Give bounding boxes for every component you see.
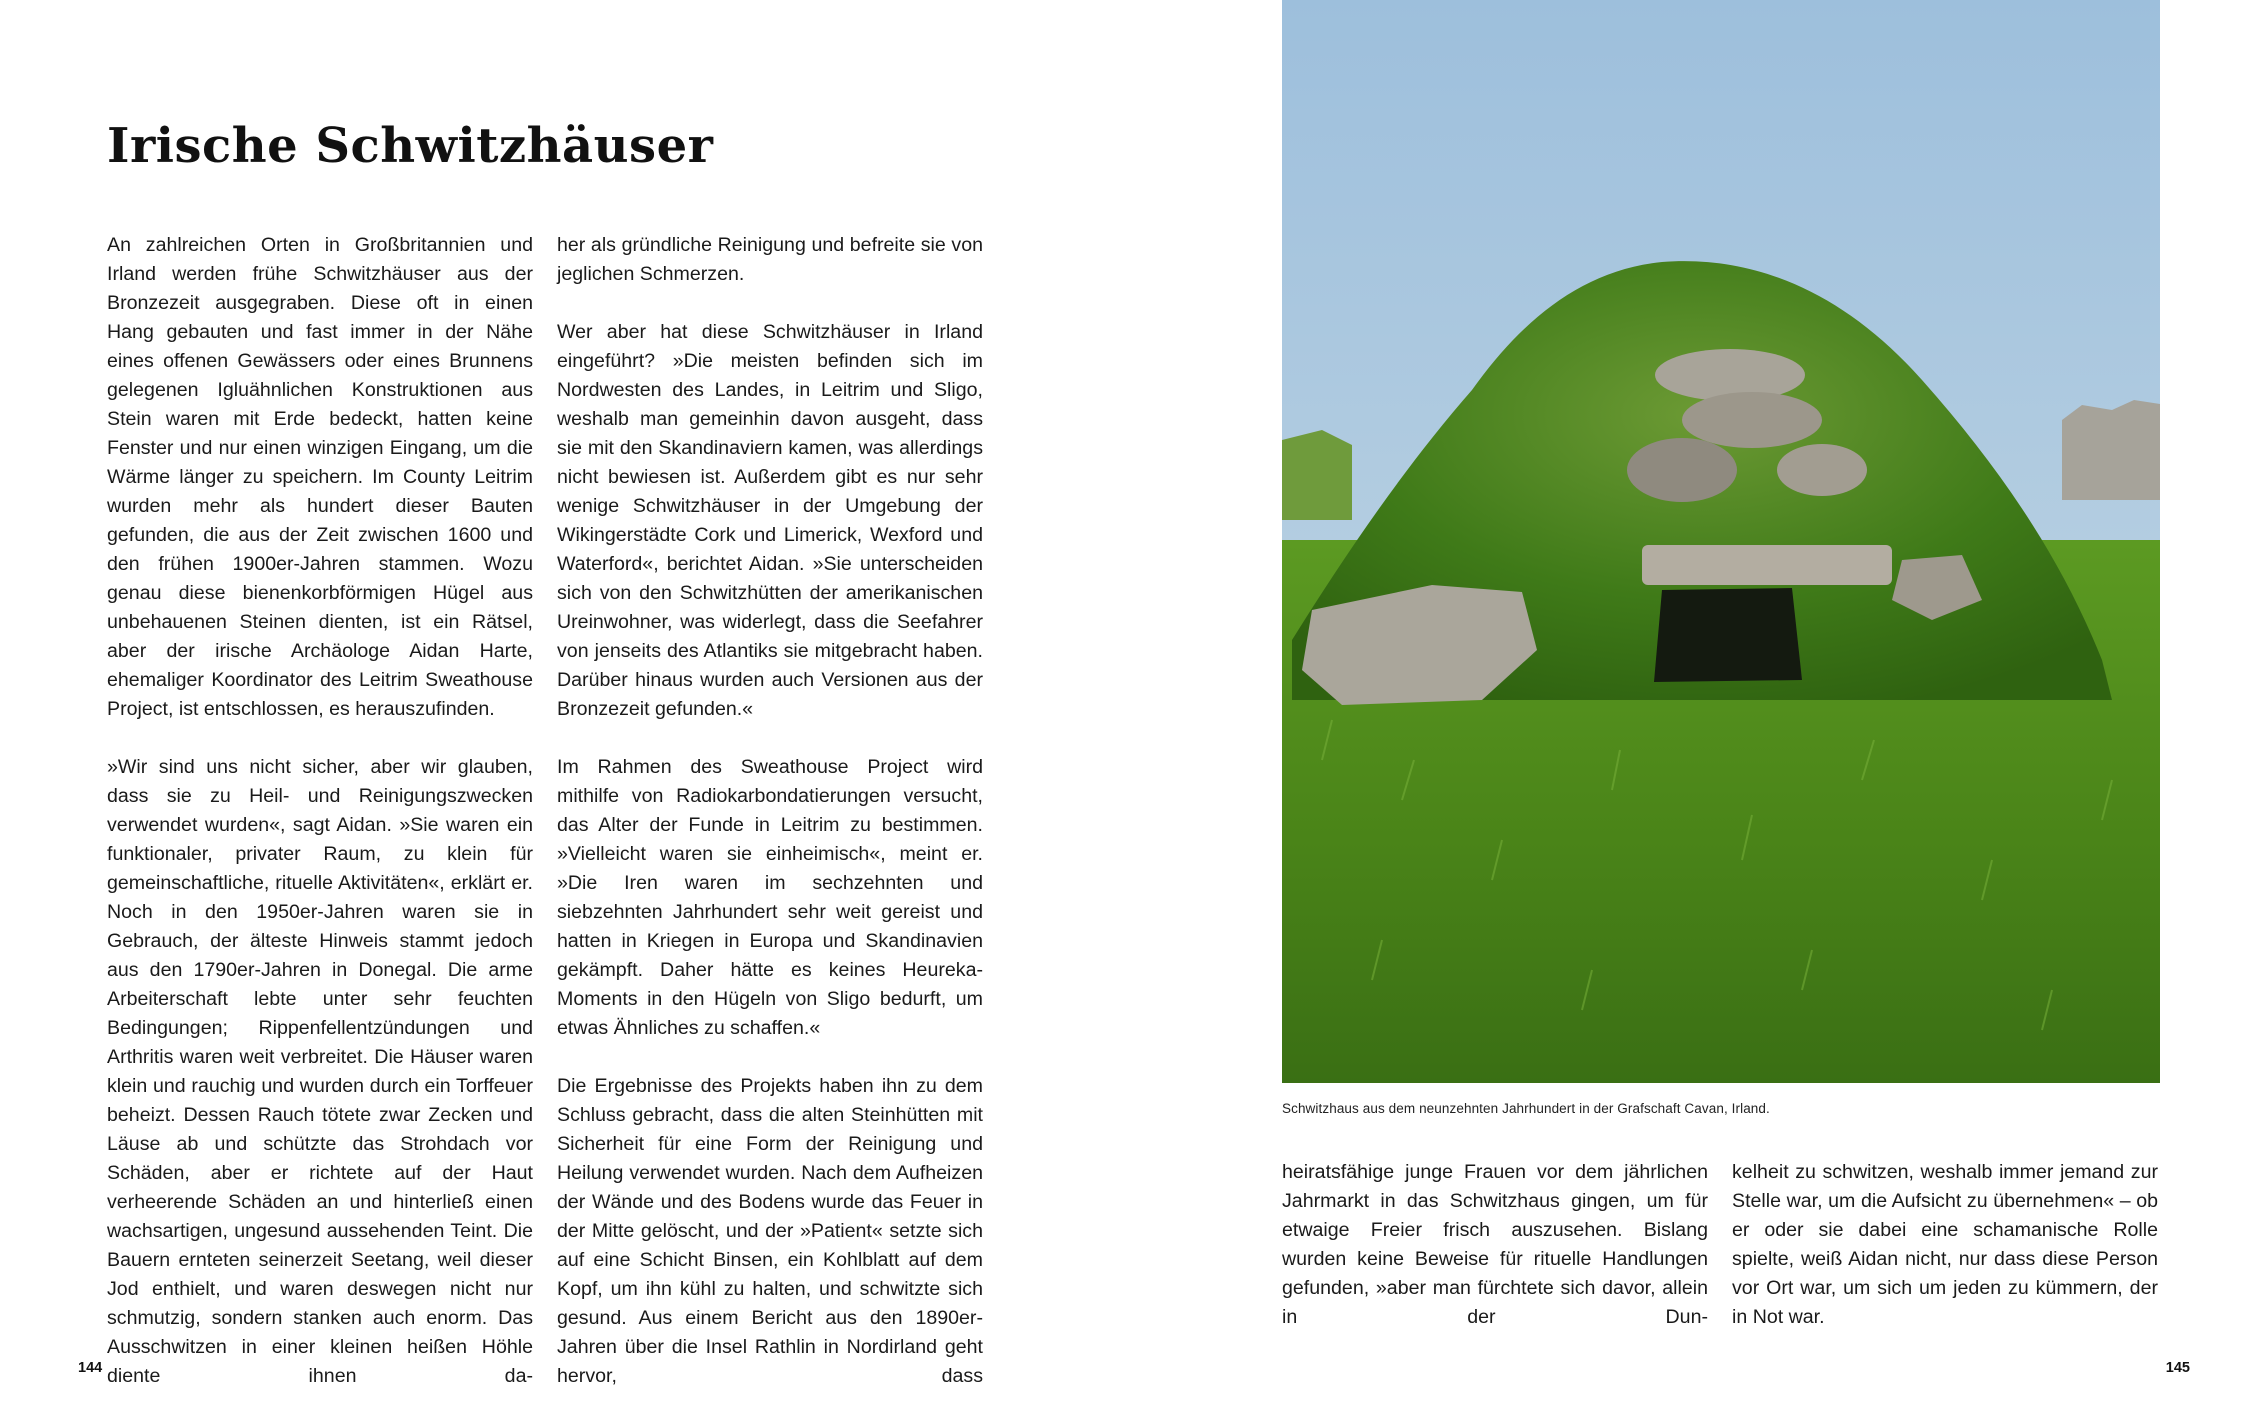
paragraph: An zahlreichen Orten in Großbritannien und Irland werden frühe Schwitzhäuser aus der Bronzezeit ausgegraben. Diese oft in einen Hang gebauten und fast immer in der Nähe eines offenen Gewässers oder eines Brunnens gelegenen Igluähnlichen Konstruktionen aus Stein waren mit Erde bedeckt, hatten keine Fenster und nur einen winzigen Eingang, um die Wärme länger zu speichern. Im County Leitrim wurden mehr als hundert dieser Bauten gefunden, die aus der Zeit zwischen 1600 und den frühen 1900er-Jahren stammen. Wozu genau diese bienenkorbförmigen Hügel aus unbehauenen Steinen dienten, ist ein Rätsel, aber der irische Archäologe Aidan Harte, ehemaliger Koordinator des Leitrim Sweathouse Project, ist entschlossen, es herauszufinden.	[107, 234, 533, 720]
sweathouse-photo	[1282, 0, 2160, 1083]
paragraph: her als gründliche Reinigung und befreite sie von jeglichen Schmerzen.	[557, 234, 983, 285]
paragraph: Wer aber hat diese Schwitzhäuser in Irland eingeführt? »Die meisten befinden sich im Nordwesten des Landes, in Leitrim und Sligo, weshalb man gemeinhin davon ausgeht, dass sie mit den Skandinaviern kamen, was allerdings nicht bewiesen ist. Außerdem gibt es nur sehr wenige Schwitzhäuser in der Umgebung der Wikingerstädte Cork und Limerick, Wexford und Waterford«, berichtet Aidan. »Sie unterscheiden sich von den Schwitzhütten der amerikanischen Ureinwohner, was widerlegt, dass die Seefahrer von jenseits des Atlantiks sie mitgebracht haben. Darüber hinaus wurden auch Versionen aus der Bronzezeit gefunden.«	[557, 321, 983, 720]
page-number-left: 144	[78, 1360, 103, 1376]
distant-stone-wall	[2062, 400, 2160, 500]
text-column-2	[557, 231, 983, 1391]
page-number-right: 145	[2165, 1360, 2190, 1376]
text-column-3	[1282, 1158, 1708, 1332]
paragraph: Die Ergebnisse des Projekts haben ihn zu dem Schluss gebracht, dass die alten Steinhütten mit Sicherheit für eine Form der Reinigung und Heilung verwendet wurden. Nach dem Aufheizen der Wände und des Bodens wurde das Feuer in der Mitte gelöscht, und der »Patient« setzte sich auf eine Schicht Binsen, ein Kohlblatt auf dem Kopf, um ihn kühl zu halten, und schwitzte sich gesund. Aus einem Bericht aus den 1890er-Jahren über die Insel Rathlin in Nordirland geht hervor, dass	[557, 1075, 983, 1387]
paragraph: heiratsfähige junge Frauen vor dem jährlichen Jahrmarkt in das Schwitzhaus gingen, um für etwaige Freier frisch auszusehen. Bislang wurden keine Beweise für rituelle Handlungen gefunden, »aber man fürchtete sich davor, allein in der Dun-	[1282, 1161, 1708, 1328]
doorway-opening	[1654, 588, 1802, 682]
paragraph: kelheit zu schwitzen, weshalb immer jemand zur Stelle war, um die Aufsicht zu übernehmen« – ob er oder sie dabei eine schamanische Rolle spielte, weiß Aidan nicht, nur dass diese Person vor Ort war, um sich um jeden zu kümmern, der in Not war.	[1732, 1161, 2158, 1328]
text-column-1	[107, 231, 533, 1391]
paragraph: Im Rahmen des Sweathouse Project wird mithilfe von Radiokarbondatierungen versucht, das Alter der Funde in Leitrim zu bestimmen. »Vielleicht waren sie einheimisch«, meint er. »Die Iren waren im sechzehnten und siebzehnten Jahrhundert sehr weit gereist und hatten in Kriegen in Europa und Skandinavien gekämpft. Daher hätte es keines Heureka-Moments in den Hügeln von Sligo bedurft, um etwas Ähnliches zu schaffen.«	[557, 756, 983, 1039]
article-title: Irische Schwitzhäuser	[107, 118, 714, 174]
photo-caption: Schwitzhaus aus dem neunzehnten Jahrhundert in der Grafschaft Cavan, Irland.	[1282, 1101, 1770, 1116]
text-column-4	[1732, 1158, 2158, 1332]
paragraph: »Wir sind uns nicht sicher, aber wir glauben, dass sie zu Heil- und Reinigungszwecken verwendet wurden«, sagt Aidan. »Sie waren ein funktionaler, privater Raum, zu klein für gemeinschaftliche, rituelle Aktivitäten«, erklärt er. Noch in den 1950er-Jahren waren sie in Gebrauch, der älteste Hinweis stammt jedoch aus den 1790er-Jahren in Donegal. Die arme Arbeiterschaft lebte unter sehr feuchten Bedingungen; Rippenfellentzündungen und Arthritis waren weit verbreitet. Die Häuser waren klein und rauchig und wurden durch ein Torffeuer beheizt. Dessen Rauch tötete zwar Zecken und Läuse ab und schützte das Strohdach vor Schäden, aber er richtete auf der Haut verheerende Schäden an und hinterließ einen wachsartigen, ungesund aussehenden Teint. Die Bauern ernteten seinerzeit Seetang, weil dieser Jod enthielt, und waren deswegen nicht nur schmutzig, sondern stanken auch enorm. Das Ausschwitzen in einer kleinen heißen Höhle diente ihnen da-	[107, 756, 533, 1387]
